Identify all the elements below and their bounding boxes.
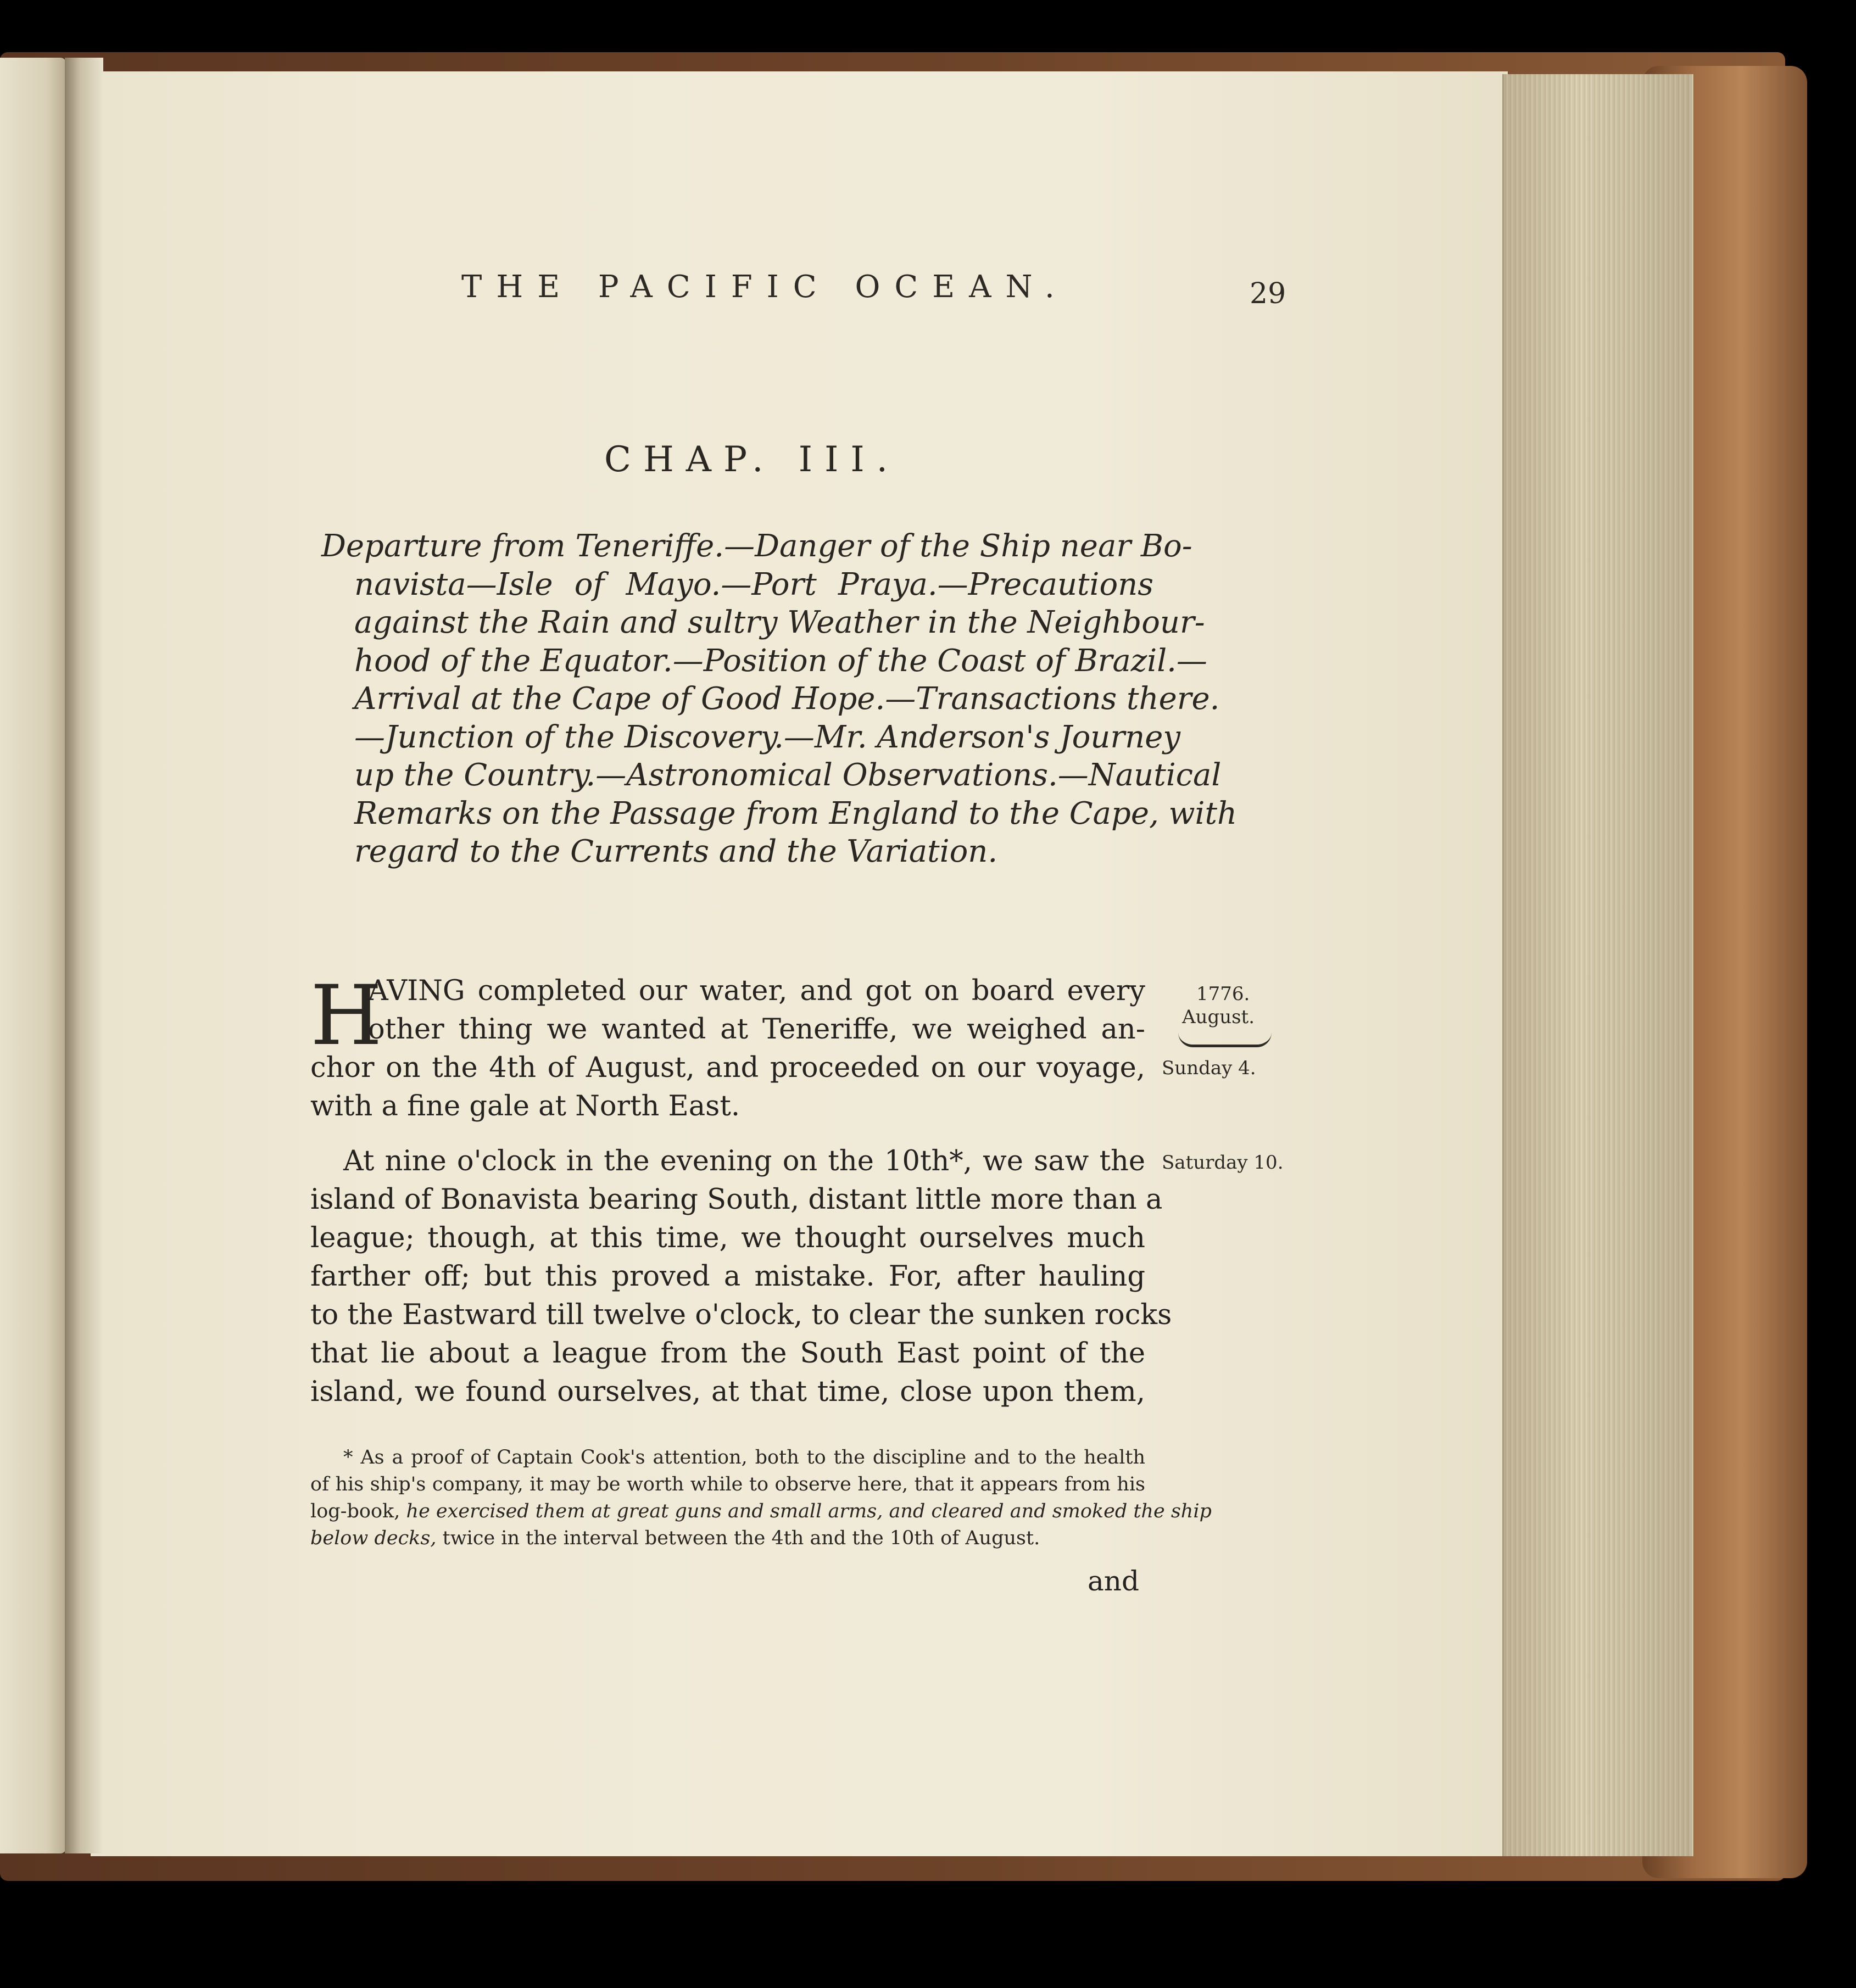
margin-date-sunday: Sunday 4.: [1162, 1057, 1256, 1079]
footnote-line: [310, 1498, 1212, 1525]
footnote: [310, 1444, 1212, 1552]
footnote-line: [310, 1525, 1145, 1552]
page-number: 29: [1250, 277, 1286, 310]
footnote-line: of his ship's company, it may be worth while to observe here, that it appears from his: [310, 1473, 1145, 1495]
margin-brace: [1178, 1032, 1272, 1047]
footnote-italic-text: and cleared and smoked the ship: [889, 1500, 1212, 1522]
body-line: with a fine gale at North East.: [310, 1090, 740, 1123]
body-line: island, we found ourselves, at that time, close upon them,: [310, 1376, 1145, 1408]
footnote-text: twice in the interval between the 4th and the 10th of August.: [442, 1527, 1040, 1549]
body-line: AVING completed our water, and got on board every: [368, 975, 1145, 1007]
running-title: THE PACIFIC OCEAN.: [461, 269, 1069, 305]
chapter-heading: CHAP. III.: [604, 439, 900, 480]
body-line: island of Bonavista bearing South, distant little more than a: [310, 1183, 1163, 1216]
summary-line: Remarks on the Passage from England to the Cape, with: [354, 795, 1238, 831]
page-block-shade: [1502, 74, 1692, 1856]
paragraph-2: [310, 1142, 1172, 1411]
summary-line: navista—Isle of Mayo.—Port Praya.—Precautions: [354, 566, 1153, 602]
footnote-italic-text: below decks,: [310, 1527, 437, 1549]
summary-line: Arrival at the Cape of Good Hope.—Transactions there.: [354, 681, 1220, 717]
summary-line: against the Rain and sultry Weather in the Neighbour-: [354, 605, 1205, 640]
page-gutter: [65, 58, 103, 1853]
summary-line: hood of the Equator.—Position of the Coast of Brazil.—: [354, 643, 1207, 679]
drop-cap: H: [310, 968, 382, 1064]
margin-year: 1776.: [1196, 983, 1250, 1005]
summary-line: Departure from Teneriffe.—Danger of the Ship near Bo-: [321, 528, 1192, 564]
body-line: At nine o'clock in the evening on the 10th*, we saw the: [343, 1145, 1145, 1177]
paragraph-1-opening: [368, 972, 1145, 1049]
margin-date-saturday: Saturday 10.: [1162, 1152, 1284, 1174]
footnote-italic-text: he exercised them at great guns and small arms,: [406, 1500, 883, 1522]
body-line: other thing we wanted at Teneriffe, we weighed an-: [368, 1013, 1145, 1046]
chapter-summary: [321, 527, 1238, 871]
body-line: chor on the 4th of August, and proceeded on our voyage,: [310, 1052, 1145, 1084]
footnote-line: * As a proof of Captain Cook's attention, both to the discipline and to the health: [343, 1447, 1145, 1468]
summary-line: regard to the Currents and the Variation.: [354, 834, 998, 869]
left-page-edge: [0, 58, 66, 1853]
summary-line: up the Country.—Astronomical Observations.—Nautical: [354, 757, 1222, 793]
margin-month: August.: [1182, 1006, 1255, 1028]
body-line: that lie about a league from the South East point of the: [310, 1337, 1145, 1370]
body-line: to the Eastward till twelve o'clock, to clear the sunken rocks: [310, 1299, 1172, 1331]
body-line: farther off; but this proved a mistake. For, after hauling: [310, 1260, 1145, 1293]
paragraph-1-rest: [310, 1049, 1145, 1126]
catchword: and: [1088, 1565, 1140, 1597]
body-line: league; though, at this time, we thought ourselves much: [310, 1222, 1145, 1254]
footnote-text: log-book,: [310, 1500, 400, 1522]
right-page: [91, 71, 1508, 1856]
summary-line: —Junction of the Discovery.—Mr. Anderson's Journey: [354, 719, 1180, 755]
